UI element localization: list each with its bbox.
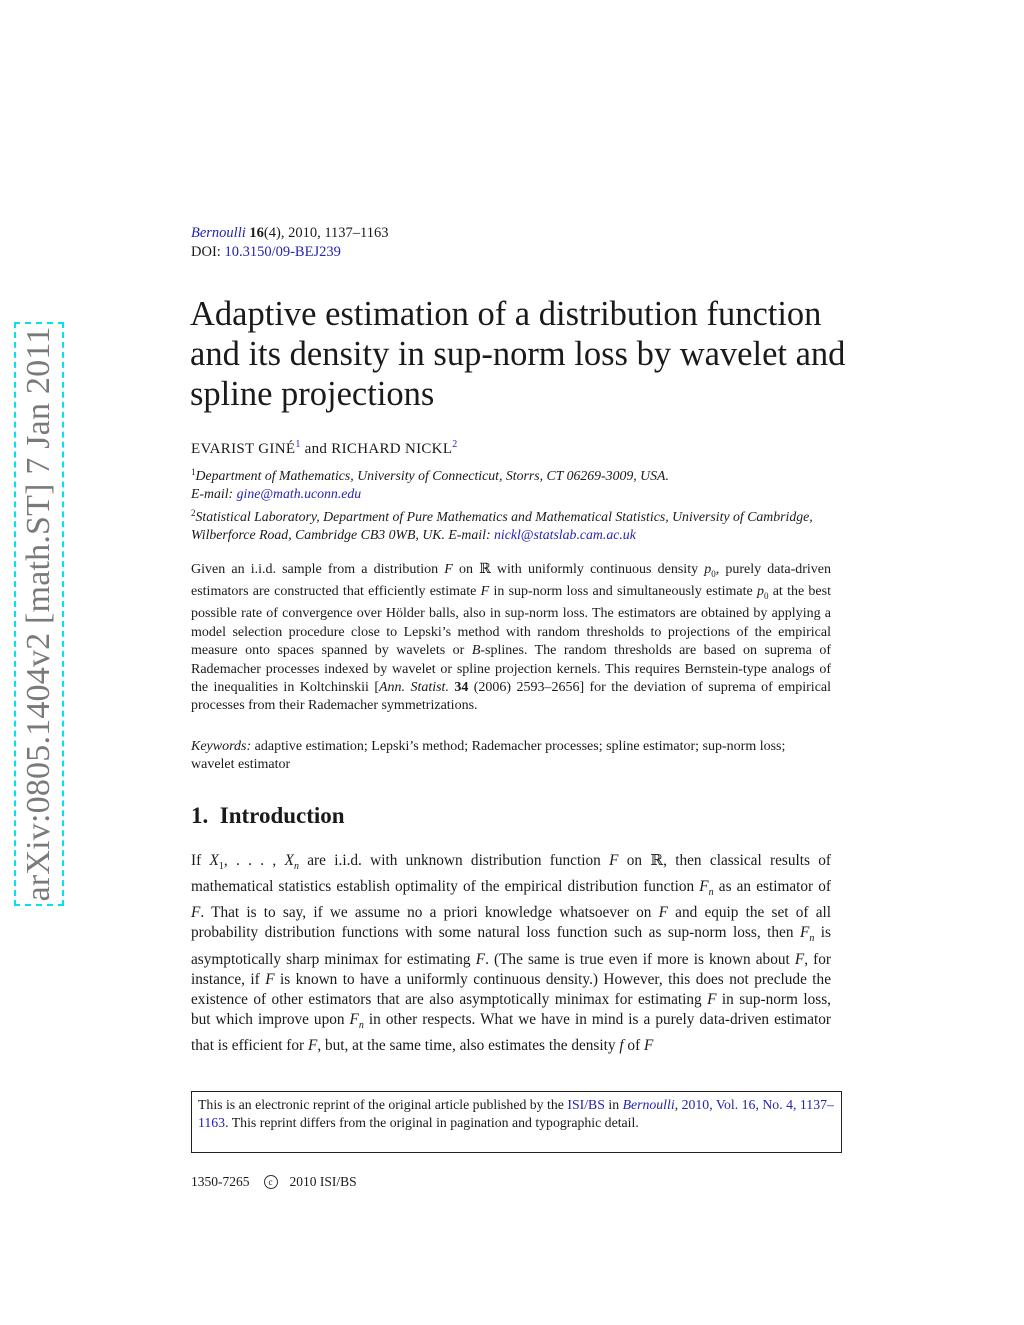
affiliations <box>191 463 841 545</box>
affiliation-2 <box>191 504 841 545</box>
doi-link[interactable]: 10.3150/09-BEJ239 <box>224 244 341 260</box>
copyright-holder: 2010 ISI/BS <box>289 1174 357 1189</box>
email-link-nickl[interactable]: nickl@statslab.cam.ac.uk <box>494 527 636 543</box>
keywords-label: Keywords: <box>191 739 252 754</box>
keywords <box>191 738 831 775</box>
reprint-notice-box: This is an electronic reprint of the original article published by the ISI/BS in Bernoulli, 2010, Vol. 16, No. 4, 1137–1163. This reprint differs from the original in pagination and typographic detail. <box>191 1091 842 1153</box>
author-joiner: and <box>300 441 332 457</box>
author-nickl: RICHARD NICKL <box>331 441 453 457</box>
affiliation-1-text: Department of Mathematics, University of Connecticut, Storrs, CT 06269-3009, USA. <box>195 468 669 483</box>
copyright-icon: c <box>264 1175 278 1189</box>
journal-citation <box>191 224 389 243</box>
keywords-text: adaptive estimation; Lepski’s method; Rademacher processes; spline estimator; sup-norm loss; wavelet estimator <box>191 739 786 773</box>
bernoulli-link[interactable]: Bernoulli <box>622 1097 675 1112</box>
author-line <box>191 435 458 459</box>
issn: 1350-7265 <box>191 1174 250 1189</box>
email-label: E-mail: <box>191 486 237 502</box>
issn-copyright-line <box>191 1173 357 1191</box>
intro-paragraph: If $X_1$, . . . , $X_n$ are i.i.d. with unknown distribution function F on ℝ, then classical results of mathematical statistics establish optimality of the empirical distribution function $F_n$ as an estimator of F. That is to say, if we assume no a priori knowledge whatsoever on F and equip the set of all probability distribution functions with some natural loss function such as sup-norm loss, then $F_n$ is asymptotically sharp minimax for estimating F. (The same is true even if more is known about F, for instance, if F is known to have a uniformly continuous density.) However, this does not preclude the existence of other estimators that are also asymptotically minimax for estimating F in sup-norm loss, but which improve upon $F_n$ in other respects. What we have in mind is a purely data-driven estimator that is efficient for F, but, at the same time, also estimates the density f of F <box>191 852 832 1054</box>
email-link-gine[interactable]: gine@math.uconn.edu <box>236 486 362 502</box>
doi-line <box>191 243 341 262</box>
affiliation-1-mark: 1 <box>191 467 196 477</box>
journal-volume: 16 <box>249 225 264 241</box>
paper-title: Adaptive estimation of a distribution function and its density in sup-norm loss by wavelet and spline projections <box>190 295 846 413</box>
affiliation-1-email-line <box>191 485 841 503</box>
affiliation-1 <box>191 463 841 485</box>
arxiv-side-stamp <box>14 322 64 906</box>
journal-issue-pages: (4), 2010, 1137–1163 <box>263 225 389 241</box>
isi-bs-link[interactable]: ISI/BS <box>567 1097 605 1112</box>
author-gine: EVARIST GINÉ <box>191 441 296 457</box>
affiliation-2-text: Statistical Laboratory, Department of Pure Mathematics and Mathematical Statistics, University of Cambridge, Wilberforce Road, Cambridge CB3 0WB, UK. E-mail: <box>191 508 813 543</box>
abstract: Given an i.i.d. sample from a distribution F on ℝ with uniformly continuous density $p_0$, purely data-driven estimators are constructed that efficiently estimate F in sup-norm loss and simultaneously estimate $p_0$ at the best possible rate of convergence over Hölder balls, also in sup-norm loss. The estimators are obtained by applying a model selection procedure close to Lepski’s method with random thresholds to projections of the empirical measure onto spaces spanned by wavelets or B-splines. The random thresholds are based on suprema of Rademacher processes indexed by wavelet or spline projection kernels. This requires Bernstein-type analogs of the inequalities in Koltchinskii [Ann. Statist. 34 (2006) 2593–2656] for the deviation of suprema of empirical processes from their Rademacher symmetrizations. <box>191 562 832 714</box>
section-heading-introduction: 1. Introduction <box>191 803 345 828</box>
arxiv-stamp-text: arXiv:0805.1404v2 [math.ST] 7 Jan 2011 <box>20 326 57 902</box>
affiliation-2-mark: 2 <box>191 507 196 518</box>
author-gine-affil-mark[interactable]: 1 <box>295 439 301 450</box>
citation-link[interactable]: 2010, Vol. 16, No. 4, 1137–1163 <box>198 1097 834 1130</box>
doi-label: DOI: <box>191 244 225 260</box>
author-nickl-affil-mark[interactable]: 2 <box>452 439 458 450</box>
journal-name-link[interactable]: Bernoulli <box>191 225 246 241</box>
